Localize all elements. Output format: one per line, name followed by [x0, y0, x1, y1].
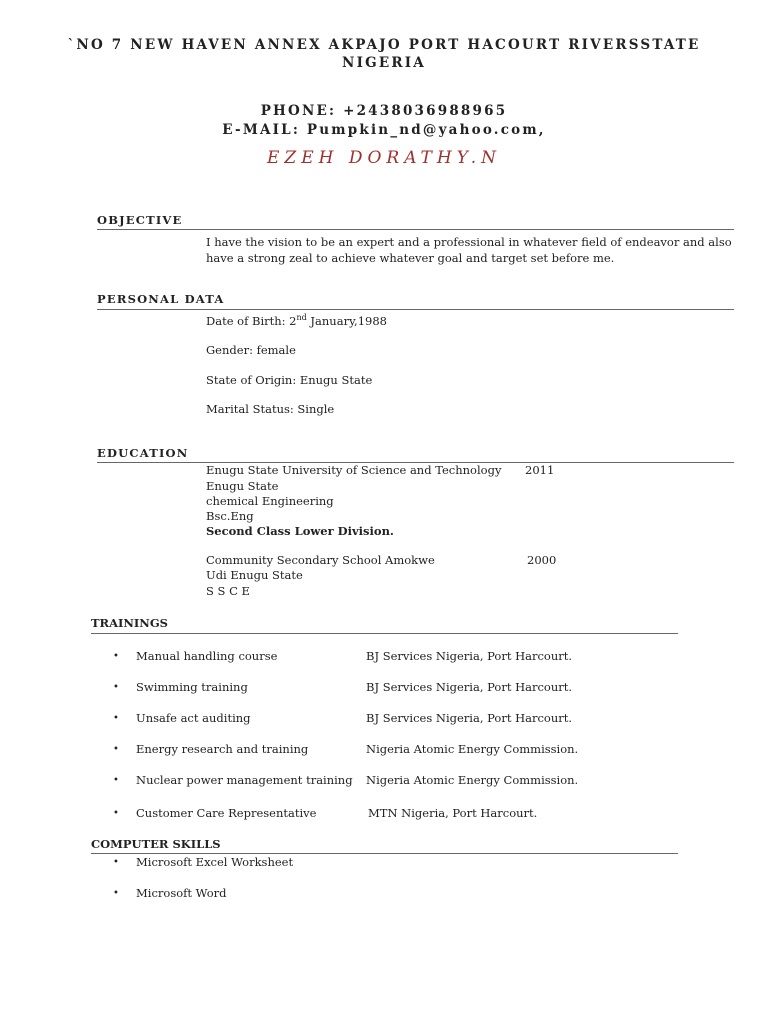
objective-divider	[97, 229, 734, 230]
bullet-icon: •	[113, 888, 119, 899]
computer-skills-title: COMPUTER SKILLS	[91, 837, 221, 851]
personal-data-divider	[97, 309, 734, 310]
state-of-origin: State of Origin: Enugu State	[206, 373, 373, 387]
objective-text: I have the vision to be an expert and a professional in whatever field of endeavor and also have a strong zeal to achieve whatever goal and target set before me.	[206, 235, 732, 265]
computer-skills-divider	[91, 853, 678, 854]
training-provider: Nigeria Atomic Energy Commission.	[366, 773, 579, 787]
training-provider: Nigeria Atomic Energy Commission.	[366, 742, 579, 756]
trainings-title: TRAININGS	[91, 616, 168, 630]
bullet-icon: •	[113, 808, 119, 819]
training-course: Energy research and training	[136, 742, 309, 756]
training-course: Manual handling course	[136, 649, 278, 663]
education-grade: Second Class Lower Division.	[206, 524, 394, 538]
education-degree: Bsc.Eng	[206, 509, 254, 523]
training-course: Customer Care Representative	[136, 806, 317, 820]
phone-line: PHONE: +2438036988965	[260, 103, 508, 119]
gender: Gender: female	[206, 343, 296, 357]
education-degree: S S C E	[206, 584, 250, 598]
training-course: Nuclear power management training	[136, 773, 353, 787]
date-of-birth: Date of Birth: 2nd January,1988	[206, 313, 387, 328]
personal-data-title: PERSONAL DATA	[97, 292, 225, 306]
trainings-divider	[91, 633, 678, 634]
education-title: EDUCATION	[97, 446, 189, 460]
bullet-icon: •	[113, 857, 119, 868]
bullet-icon: •	[113, 651, 119, 662]
education-school: Enugu State University of Science and Technology	[206, 463, 502, 477]
education-location: Udi Enugu State	[206, 568, 303, 582]
computer-skill-item: Microsoft Excel Worksheet	[136, 855, 294, 869]
education-year: 2000	[527, 553, 557, 567]
training-provider: BJ Services Nigeria, Port Harcourt.	[366, 680, 573, 694]
education-school: Community Secondary School Amokwe	[206, 553, 435, 567]
training-course: Swimming training	[136, 680, 248, 694]
education-year: 2011	[525, 463, 555, 477]
education-location: Enugu State	[206, 479, 279, 493]
address-line-2: NIGERIA	[342, 55, 426, 71]
objective-title: OBJECTIVE	[97, 213, 183, 227]
candidate-name: EZEH DORATHY.N	[266, 148, 502, 168]
bullet-icon: •	[113, 713, 119, 724]
training-provider: MTN Nigeria, Port Harcourt.	[368, 806, 538, 820]
training-provider: BJ Services Nigeria, Port Harcourt.	[366, 649, 573, 663]
email-line: E-MAIL: Pumpkin_nd@yahoo.com,	[222, 122, 546, 138]
address-line-1: `NO 7 NEW HAVEN ANNEX AKPAJO PORT HACOURT RIVERSSTATE	[67, 37, 701, 53]
computer-skill-item: Microsoft Word	[136, 886, 227, 900]
marital-status: Marital Status: Single	[206, 402, 335, 416]
training-course: Unsafe act auditing	[136, 711, 251, 725]
bullet-icon: •	[113, 744, 119, 755]
training-provider: BJ Services Nigeria, Port Harcourt.	[366, 711, 573, 725]
bullet-icon: •	[113, 775, 119, 786]
bullet-icon: •	[113, 682, 119, 693]
education-course: chemical Engineering	[206, 494, 334, 508]
